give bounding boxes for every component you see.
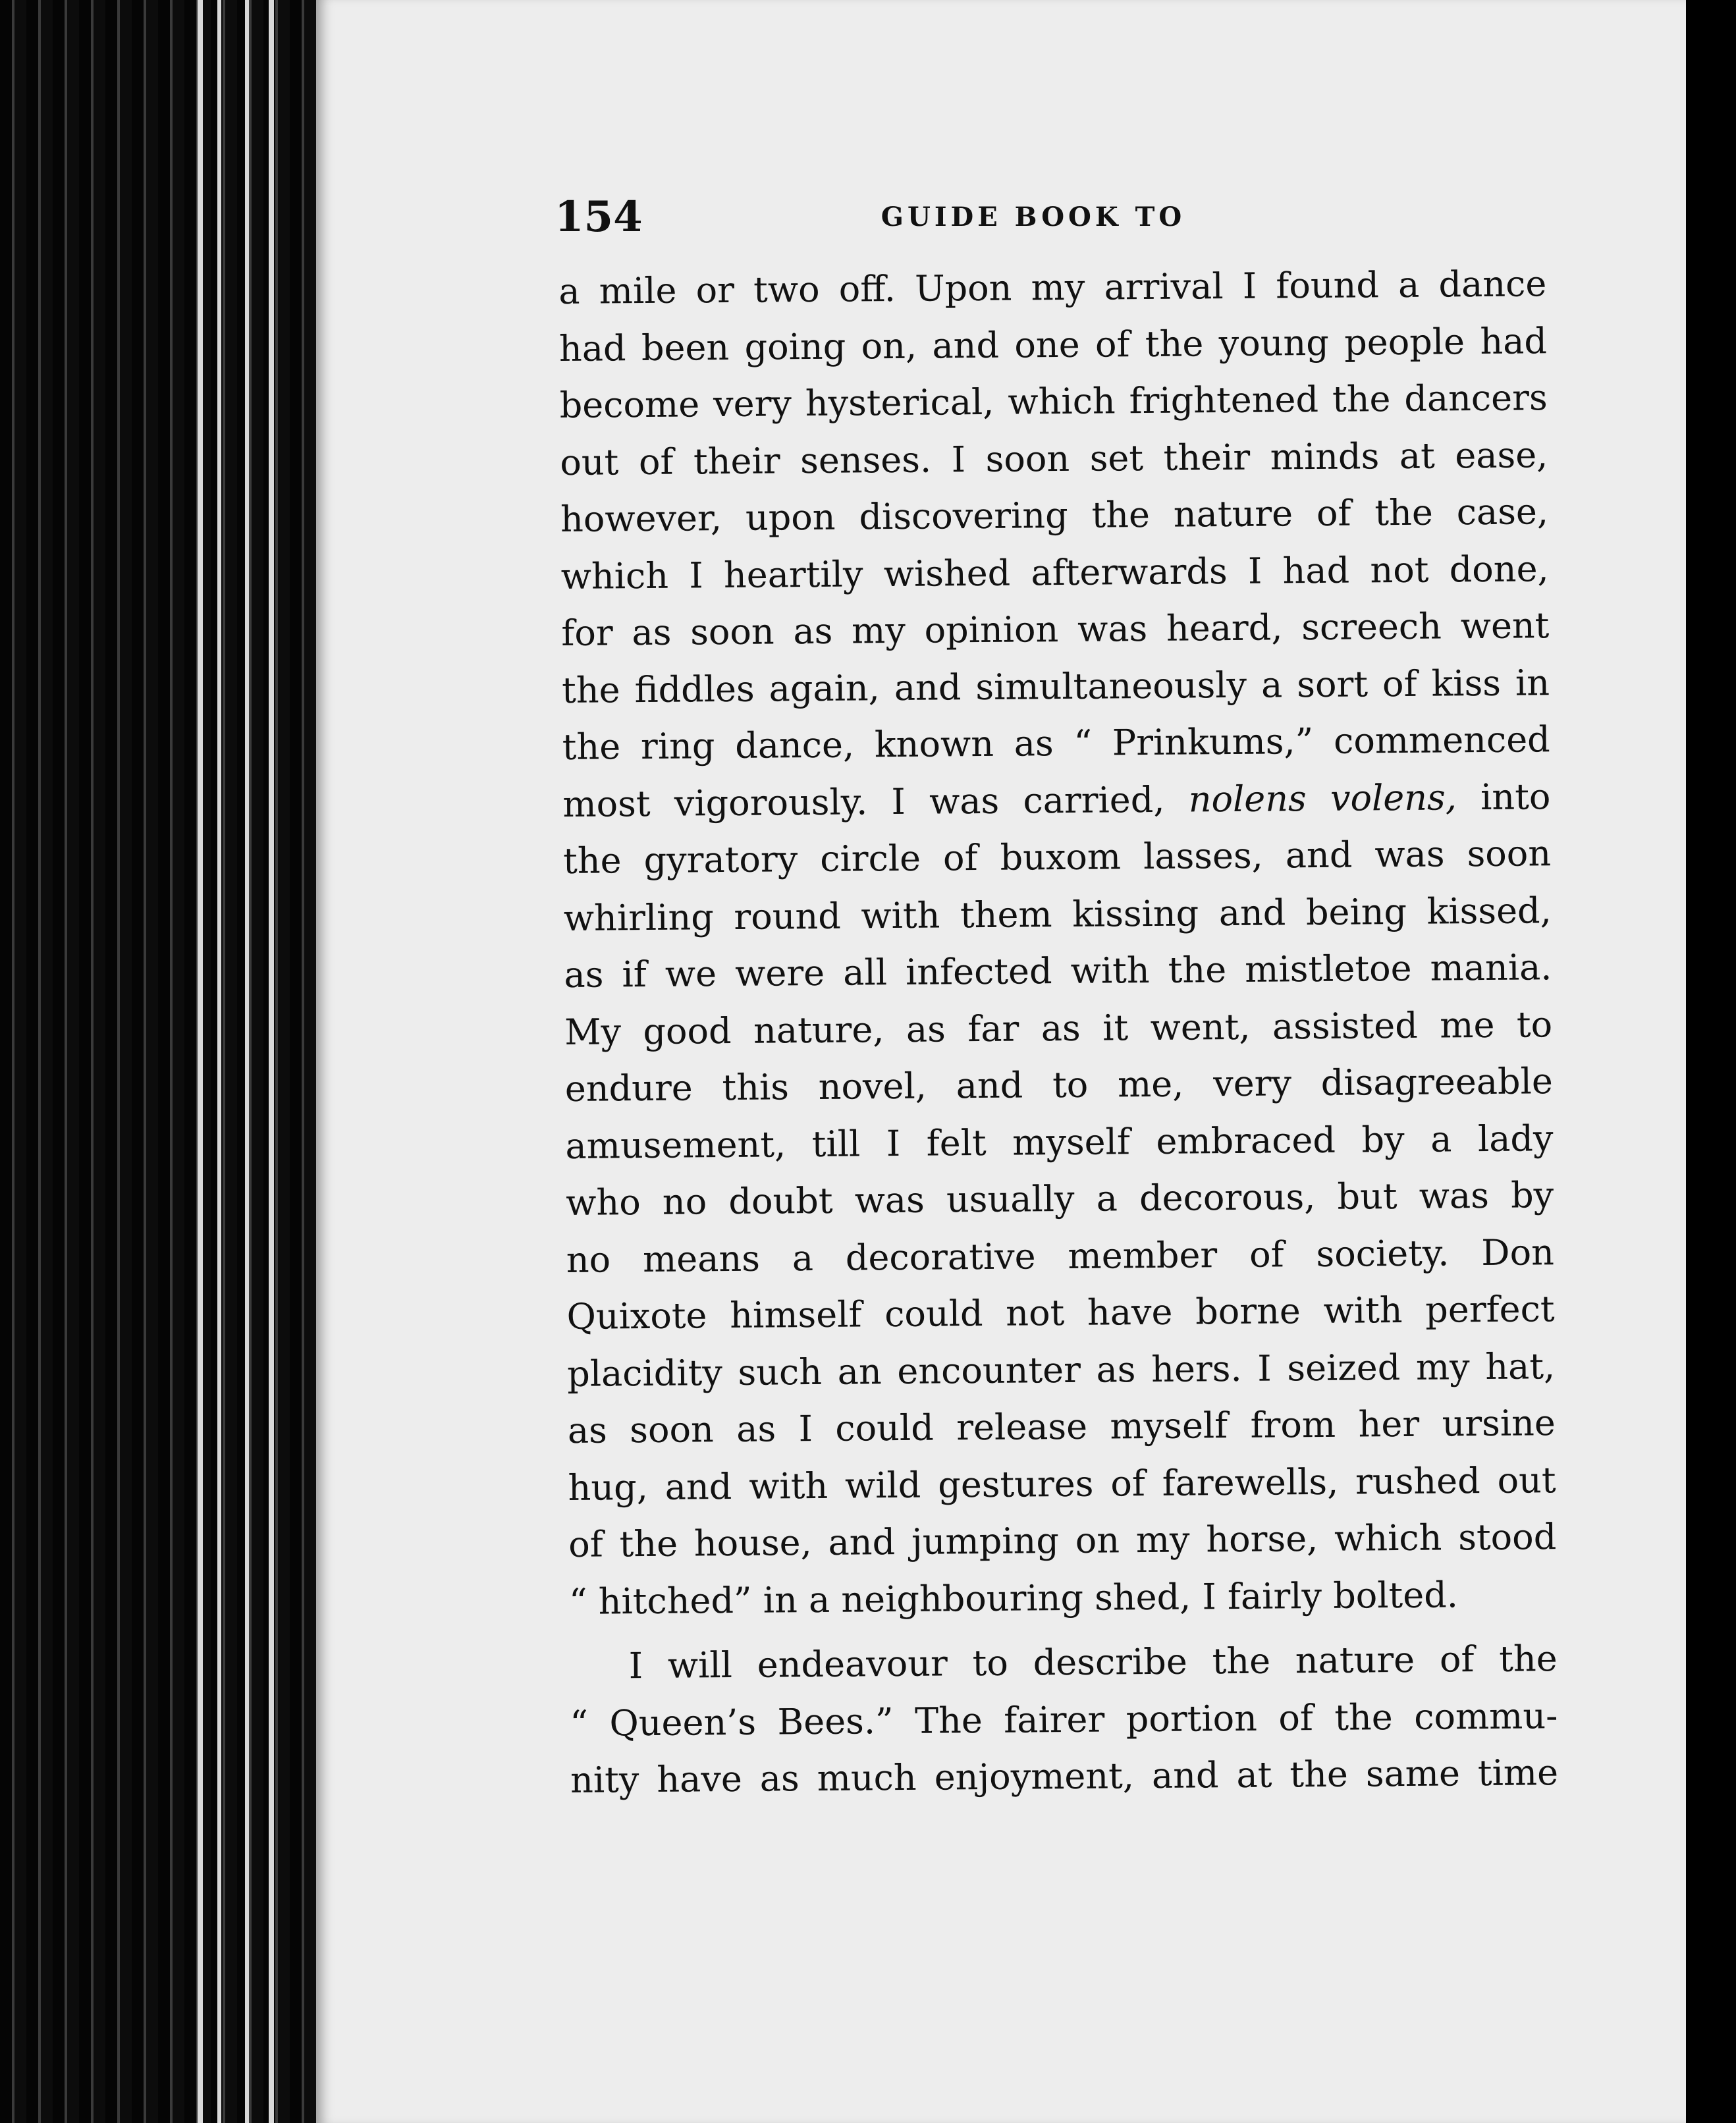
text-line: for as soon as my opinion was heard, screech went xyxy=(561,605,1550,654)
text-line: endure this novel, and to me, very disagreeable xyxy=(564,1060,1554,1110)
italic-phrase: nolens volens, xyxy=(1188,776,1457,820)
right-page-edge xyxy=(1686,0,1736,2123)
text-line: however, upon discovering the nature of the case, xyxy=(560,491,1549,540)
text-line: My good nature, as far as it went, assisted me to xyxy=(564,1003,1553,1053)
text-line: out of their senses. I soon set their minds at ease, xyxy=(560,433,1548,483)
page-edge-line xyxy=(269,0,274,2123)
text-line: I will endeavour to describe the nature of the xyxy=(628,1638,1558,1687)
book-page-edges xyxy=(0,0,342,2123)
text-line-with-italic xyxy=(562,768,1551,833)
text-line: as soon as I could release myself from her ursine xyxy=(567,1402,1556,1451)
text-line: the ring dance, known as “ Prinkums,” commenced xyxy=(562,718,1550,768)
page-edge-line xyxy=(217,0,221,2123)
text-line: placidity such an encounter as hers. I seized my hat, xyxy=(566,1345,1556,1395)
text-line: a mile or two off. Upon my arrival I found a dance xyxy=(558,263,1547,312)
text-line: Quixote himself could not have borne with perfect xyxy=(566,1288,1555,1337)
text-segment: most vigorously. I was carried, xyxy=(562,778,1189,825)
text-line: of the house, and jumping on my horse, which stood xyxy=(568,1516,1557,1565)
text-segment: into xyxy=(1456,775,1551,818)
text-line: become very hysterical, which frightened the dancers xyxy=(559,377,1548,426)
text-line: whirling round with them kissing and being kissed, xyxy=(563,889,1552,939)
text-line: hug, and with wild gestures of farewells, rushed out xyxy=(568,1459,1556,1509)
text-line: who no doubt was usually a decorous, but was by xyxy=(565,1174,1554,1223)
body-text xyxy=(558,255,1558,1809)
text-line: which I heartily wished afterwards I had not done, xyxy=(560,547,1549,597)
text-line: as if we were all infected with the mistletoe mania. xyxy=(564,946,1552,996)
page-number: 154 xyxy=(555,192,643,242)
page-edge-line xyxy=(245,0,249,2123)
text-line: the fiddles again, and simultaneously a sort of kiss in xyxy=(561,661,1550,711)
text-line: amusement, till I felt myself embraced by a lady xyxy=(565,1117,1554,1167)
running-head: GUIDE BOOK TO xyxy=(881,202,1186,232)
text-line: “ hitched” in a neighbouring shed, I fairly bolted. xyxy=(568,1573,1459,1623)
text-line: “ Queen’s Bees.” The fairer portion of the commu- xyxy=(570,1694,1558,1744)
page-header xyxy=(555,192,1542,252)
text-line: had been going on, and one of the young people had xyxy=(558,319,1548,369)
text-line: no means a decorative member of society. Don xyxy=(566,1231,1555,1281)
text-line: nity have as much enjoyment, and at the same time xyxy=(570,1752,1559,1801)
page-edge-line xyxy=(198,0,203,2123)
text-line: the gyratory circle of buxom lasses, and was soon xyxy=(562,832,1552,882)
